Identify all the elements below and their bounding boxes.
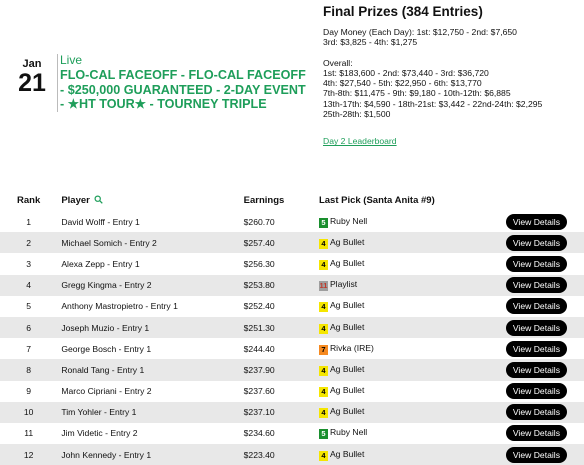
- actions-header: [506, 189, 584, 211]
- program-number-badge: 4: [319, 324, 328, 334]
- program-number-badge: 7: [319, 345, 328, 355]
- horse-name: Ag Bullet: [329, 236, 365, 247]
- earnings-cell: $251.30: [243, 322, 275, 333]
- view-details-button[interactable]: View Details: [506, 362, 567, 378]
- player-cell: Ronald Tang - Entry 1: [61, 364, 145, 375]
- player-cell: Alexa Zepp - Entry 1: [61, 258, 140, 269]
- actions-cell: [506, 253, 584, 274]
- earnings-header[interactable]: Earnings: [243, 194, 285, 206]
- actions-cell: [506, 296, 584, 317]
- program-number-badge: 4: [319, 302, 328, 312]
- player-cell: David Wolff - Entry 1: [61, 216, 140, 227]
- event-info: [57, 54, 310, 112]
- overall-prizes-block: [323, 58, 581, 120]
- earnings-cell: $234.60: [243, 428, 275, 439]
- last-pick-cell: [319, 338, 506, 359]
- event-title[interactable]: FLO-CAL FACEOFF - FLO-CAL FACEOFF - $250,000 GUARANTEED - 2-DAY EVENT - ★HT TOUR★ - TOURNEY TRIPLE: [60, 68, 306, 111]
- overall-line: 1st: $183,600 - 2nd: $73,440 - 3rd: $36,720: [323, 67, 489, 78]
- player-cell: Michael Somich - Entry 2: [61, 237, 157, 248]
- horse-name: Ag Bullet: [329, 257, 365, 268]
- last-pick-cell: [319, 296, 506, 317]
- rank-cell: 5: [26, 301, 32, 312]
- table-row: [0, 402, 584, 423]
- last-pick-cell: [319, 253, 506, 274]
- overall-line: 13th-17th: $4,590 - 18th-21st: $3,442 - 22nd-24th: $2,295: [323, 98, 543, 109]
- day-money-line: Day Money (Each Day): 1st: $12,750 - 2nd: $7,650: [323, 27, 517, 37]
- player-cell: Marco Cipriani - Entry 2: [61, 386, 152, 397]
- program-number-badge: 4: [319, 387, 328, 397]
- event-month: Jan: [22, 58, 42, 70]
- last-pick-cell: [319, 423, 506, 444]
- actions-cell: [506, 423, 584, 444]
- horse-name: Ag Bullet: [329, 406, 365, 417]
- actions-cell: [506, 338, 584, 359]
- table-row: [0, 423, 584, 444]
- final-prizes-heading: Final Prizes (384 Entries): [323, 4, 483, 19]
- view-details-button[interactable]: View Details: [506, 277, 567, 293]
- earnings-cell: $256.30: [243, 258, 275, 269]
- actions-cell: [506, 359, 584, 380]
- earnings-cell: $237.90: [243, 364, 275, 375]
- program-number-badge: 4: [319, 366, 328, 376]
- overall-line: 7th-8th: $11,475 - 9th: $9,180 - 10th-12th: $6,885: [323, 88, 511, 99]
- last-pick-cell: [319, 317, 506, 338]
- program-number-badge: 5: [319, 218, 328, 228]
- rank-cell: 4: [26, 280, 32, 291]
- view-details-button[interactable]: View Details: [506, 425, 567, 441]
- view-details-button[interactable]: View Details: [506, 235, 567, 251]
- program-number-badge: 4: [319, 239, 328, 249]
- table-row: [0, 232, 584, 253]
- rank-cell: 11: [24, 428, 34, 439]
- rank-header[interactable]: Rank: [17, 194, 41, 206]
- horse-name: Ag Bullet: [329, 321, 365, 332]
- player-cell: Gregg Kingma - Entry 2: [61, 280, 152, 291]
- actions-cell: [506, 317, 584, 338]
- view-details-button[interactable]: View Details: [506, 320, 567, 336]
- table-row: [0, 296, 584, 317]
- table-row: [0, 317, 584, 338]
- actions-cell: [506, 402, 584, 423]
- event-day: 21: [18, 69, 46, 97]
- table-row: [0, 381, 584, 402]
- program-number-badge: 4: [319, 260, 328, 270]
- view-details-button[interactable]: View Details: [506, 447, 567, 463]
- last-pick-cell: [319, 275, 506, 296]
- player-cell: Tim Yohler - Entry 1: [61, 407, 137, 418]
- actions-cell: [506, 275, 584, 296]
- last-pick-cell: [319, 381, 506, 402]
- player-cell: George Bosch - Entry 1: [61, 343, 152, 354]
- earnings-cell: $237.60: [243, 386, 275, 397]
- program-number-badge: 11: [319, 281, 328, 291]
- overall-line: 25th-28th: $1,500: [323, 109, 391, 120]
- earnings-cell: $244.40: [243, 343, 275, 354]
- player-cell: Anthony Mastropietro - Entry 1: [61, 301, 178, 312]
- rank-cell: 12: [23, 449, 34, 460]
- rank-cell: 7: [26, 343, 32, 354]
- table-row: [0, 338, 584, 359]
- player-cell: Jim Videtic - Entry 2: [61, 428, 138, 439]
- rank-cell: 2: [26, 237, 32, 248]
- earnings-cell: $260.70: [243, 216, 275, 227]
- rank-cell: 6: [26, 322, 32, 333]
- actions-cell: [506, 232, 584, 253]
- actions-cell: [506, 381, 584, 402]
- horse-name: Ruby Nell: [329, 215, 368, 226]
- program-number-badge: 4: [319, 451, 328, 461]
- program-number-badge: 4: [319, 408, 328, 418]
- horse-name: Ag Bullet: [329, 300, 365, 311]
- overall-line: Overall:: [323, 57, 353, 68]
- player-cell: Joseph Muzio - Entry 1: [61, 322, 150, 333]
- view-details-button[interactable]: View Details: [506, 383, 567, 399]
- table-header-row: [0, 189, 584, 211]
- final-prizes-panel: [323, 4, 581, 146]
- horse-name: Playlist: [329, 279, 358, 290]
- last-pick-cell: [319, 444, 506, 465]
- earnings-cell: $223.40: [243, 449, 275, 460]
- last-pick-cell: [319, 211, 506, 232]
- view-details-button[interactable]: View Details: [506, 341, 567, 357]
- horse-name: Ag Bullet: [329, 448, 365, 459]
- earnings-cell: $257.40: [243, 237, 275, 248]
- rank-cell: 9: [26, 386, 32, 397]
- last-pick-header: Last Pick (Santa Anita #9): [318, 194, 435, 206]
- view-details-button[interactable]: View Details: [506, 298, 567, 314]
- table-row: [0, 444, 584, 465]
- actions-cell: [506, 444, 584, 465]
- table-row: [0, 253, 584, 274]
- horse-name: Ag Bullet: [329, 385, 365, 396]
- rank-cell: 3: [26, 258, 32, 269]
- table-row: [0, 275, 584, 296]
- view-details-button[interactable]: View Details: [506, 214, 567, 230]
- earnings-cell: $252.40: [243, 301, 275, 312]
- player-header[interactable]: [57, 189, 243, 211]
- last-pick-cell: [319, 359, 506, 380]
- overall-line: 4th: $27,540 - 5th: $22,950 - 6th: $13,770: [323, 78, 482, 89]
- day-money-block: [323, 27, 581, 48]
- table-row: [0, 359, 584, 380]
- horse-name: Ag Bullet: [329, 363, 365, 374]
- last-pick-cell: [319, 402, 506, 423]
- program-number-badge: 5: [319, 429, 328, 439]
- actions-cell: [506, 211, 584, 232]
- day2-leaderboard-link[interactable]: Day 2 Leaderboard: [323, 136, 397, 147]
- player-header-label: Player: [61, 194, 90, 206]
- horse-name: Ruby Nell: [329, 427, 368, 438]
- rank-cell: 10: [23, 407, 34, 418]
- view-details-button[interactable]: View Details: [506, 256, 567, 272]
- leaderboard-table: [0, 189, 584, 465]
- horse-name: Rivka (IRE): [329, 342, 374, 353]
- earnings-cell: $237.10: [243, 407, 275, 418]
- last-pick-cell: [319, 232, 506, 253]
- view-details-button[interactable]: View Details: [506, 404, 567, 420]
- rank-cell: 8: [26, 364, 32, 375]
- earnings-cell: $253.80: [243, 280, 275, 291]
- event-date: [14, 58, 50, 96]
- search-icon[interactable]: [94, 195, 103, 204]
- day-money-line: 3rd: $3,825 - 4th: $1,275: [323, 37, 418, 48]
- table-row: [0, 211, 584, 232]
- rank-cell: 1: [26, 216, 32, 227]
- player-cell: John Kennedy - Entry 1: [61, 449, 152, 460]
- event-status: Live: [60, 53, 83, 67]
